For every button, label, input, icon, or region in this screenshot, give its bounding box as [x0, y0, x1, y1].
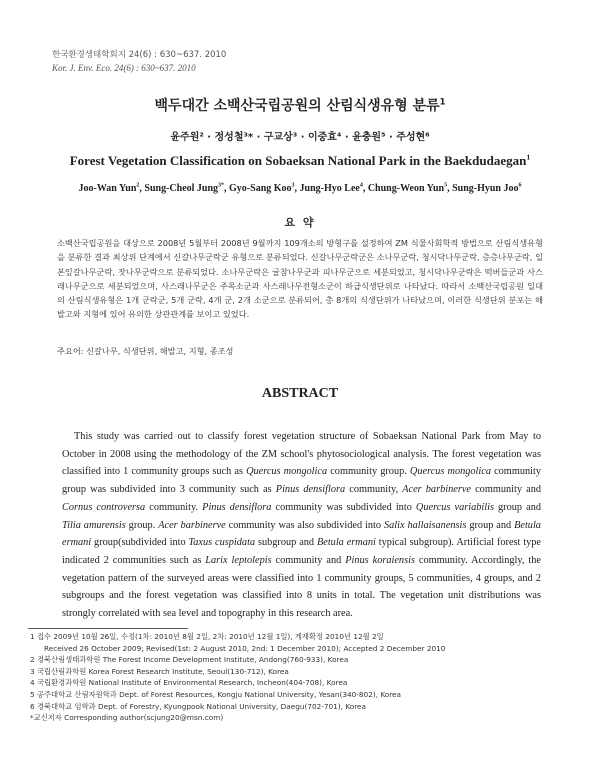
- species-name: Salix hallaisanensis: [383, 519, 467, 531]
- author-affiliation-mark: 2: [136, 182, 140, 189]
- species-name: Pinus densiflora: [275, 484, 346, 496]
- author-name: Joo-Wan Yun: [78, 183, 137, 194]
- footnote: Received 26 October 2009; Revised(1st: 2 August 2010, 2nd: 1 December 2010); Accepted 2 December 2010: [44, 643, 446, 653]
- footnote: 4 국립환경과학원 National Institute of Environmental Research, Incheon(404-708), Korea: [30, 678, 348, 688]
- title-english: [30, 153, 570, 169]
- species-name: Betula ermani: [316, 537, 376, 549]
- author-affiliation-mark: 3*: [218, 182, 225, 189]
- author-name: Jung-Hyo Lee: [299, 183, 360, 194]
- author-name: Sung-Cheol Jung: [144, 183, 219, 194]
- title-korean-footnote-mark: 1: [439, 96, 446, 107]
- footnote: *교신저자 Corresponding author(scjung20@msn.com): [30, 713, 224, 723]
- abstract-text: community. Accordingly, the vegetation pattern of the surveyed areas were classified into 1 community groups, 5 communities, 4 groups, and 2 subgroups and the forest vegetation was classified into 8 units in total. The vegetation unit distributions was strongly correlated with sea level and topography in this research area.: [62, 554, 541, 620]
- author-affiliation-mark: 5: [444, 182, 448, 189]
- title-english-text: Forest Vegetation Classification on Sobaeksan National Park in the Baekdudaegan: [69, 153, 527, 168]
- abstract-text: subgroup and: [255, 537, 317, 549]
- authors-korean: 윤주원² · 정성철³* · 구교상³ · 이중효⁴ · 윤충원⁵ · 주성현⁶: [170, 132, 430, 143]
- title-english-footnote-mark: 1: [526, 152, 531, 162]
- abstract-text: typical subgroup). Artificial forest type indicated 2 communities such as: [62, 537, 542, 566]
- species-name: Betula ermani: [62, 519, 541, 549]
- author-separator: ,: [224, 183, 230, 194]
- species-name: Larix leptolepis: [205, 554, 272, 566]
- species-name: Quercus mongolica: [409, 466, 491, 478]
- abstract-text: community group.: [327, 466, 410, 478]
- abstract-text: community was subdivided into: [271, 501, 416, 513]
- author-separator: ,: [362, 183, 368, 194]
- author-name: Gyo-Sang Koo: [229, 183, 292, 194]
- footnote: 5 공주대학교 산림자원학과 Dept. of Forest Resources, Kongju National University, Yesan(340-802), Korea: [30, 689, 402, 699]
- abstract-text: group and: [493, 501, 541, 513]
- authors-english: [30, 183, 570, 194]
- footnote: 2 경북산림생태과학원 The Forest Income Development Institute, Andong(760-933), Korea: [30, 655, 349, 665]
- abstract-text: community.: [145, 501, 203, 513]
- species-name: Acer barbinerve: [402, 484, 471, 496]
- title-korean-text: 백두대간 소백산국립공원의 산림식생유형 분류: [154, 98, 440, 114]
- summary-korean: 소백산국립공원을 대상으로 2008년 5월부터 2008년 9월까지 109개소의 방형구를 설정하여 ZM 식물사회학적 방법으로 산림식생유형을 분류한 결과 최상위 단계에서 신갈나무군락군 유형으로 분류되었다. 신갈나무군락군은 소나무군락, 청시닥나무군락, 층층나무군락, 일본잎갈나무군락, 잣나무군락으로 분류되었다. 소나무군락은 굴참나무군과 피나무군으로 세분되었고, 청시닥나무군락은 떡버들군과 사스래나무군으로 세분되었으며, 사스래나무군은 주목소군과 사스래나무전형소군이 하급식생단위로 나타났다. 따라서 소백산국립공원 일대의 산림식생유형은 1개 군락군, 5개 군락, 4개 군, 2개 소군으로 분류되어, 총 8개의 식생단위가 나타났으며, 이러한 식생단위 분포는 해발고와 지형에 있어 유의한 상관관계를 보이고 있었다.: [57, 238, 543, 320]
- author-separator: ,: [294, 183, 300, 194]
- abstract-text: community group was subdivided into 3 community such as: [62, 466, 541, 496]
- abstract-text: This study was carried out to classify forest vegetation structure of Sobaeksan National Park from May to October in 2008 using the methodology of the ZM school's phytosociological analysis. The forest vegetation was classified into 1 community groups such as: [62, 431, 541, 478]
- species-name: Pinus koraiensis: [345, 554, 415, 566]
- footnote: 1 접수 2009년 10월 26일, 수정(1차: 2010년 8월 2일, 2차: 2010년 12월 1일), 게재확정 2010년 12월 2일: [30, 632, 384, 641]
- abstract-heading: ABSTRACT: [261, 386, 339, 401]
- species-name: Tilia amurensis: [62, 519, 126, 531]
- abstract-text: community and: [271, 554, 346, 566]
- footnote-divider: [28, 628, 188, 629]
- species-name: Cornus controversa: [62, 501, 146, 513]
- species-name: Acer barbinerve: [158, 519, 226, 531]
- species-name: Quercus mongolica: [246, 466, 328, 478]
- author-affiliation-mark: 3: [291, 182, 295, 189]
- author-separator: ,: [139, 183, 145, 194]
- author-affiliation-mark: 6: [518, 182, 522, 189]
- species-name: Quercus variabilis: [415, 501, 494, 513]
- abstract-paragraph: [62, 428, 541, 623]
- species-name: Taxus cuspidata: [188, 537, 256, 549]
- author-affiliation-mark: 4: [359, 182, 363, 189]
- abstract-text: community and: [470, 484, 541, 496]
- abstract-text: group(subdivided into: [91, 537, 189, 549]
- footnote: 6 경북대학교 임학과 Dept. of Forestry, Kyungpook National University, Daegu(702-701), Korea: [30, 701, 367, 711]
- footnotes: [30, 631, 570, 724]
- author-name: Sung-Hyun Joo: [452, 183, 519, 194]
- summary-heading-korean: 요 약: [284, 216, 316, 229]
- abstract-text: community,: [345, 484, 403, 496]
- species-name: Pinus densiflora: [202, 501, 272, 513]
- abstract-text: group.: [125, 519, 159, 531]
- footnote: 3 국립산림과학원 Korea Forest Research Institute, Seoul(130-712), Korea: [30, 666, 289, 676]
- abstract-text: community was also subdivided into: [225, 519, 384, 531]
- author-separator: ,: [447, 183, 453, 194]
- journal-reference-korean: 한국환경생태학회지 24(6) : 630~637. 2010: [52, 50, 227, 60]
- abstract-body: [62, 428, 541, 623]
- abstract-text: group and: [466, 519, 515, 531]
- keywords-korean: 주요어: 신갈나무, 식생단위, 해발고, 지형, 종조성: [57, 346, 234, 356]
- journal-reference-english: Kor. J. Env. Eco. 24(6) : 630~637. 2010: [52, 63, 196, 73]
- title-korean: [30, 95, 570, 115]
- author-name: Chung-Weon Yun: [367, 183, 445, 194]
